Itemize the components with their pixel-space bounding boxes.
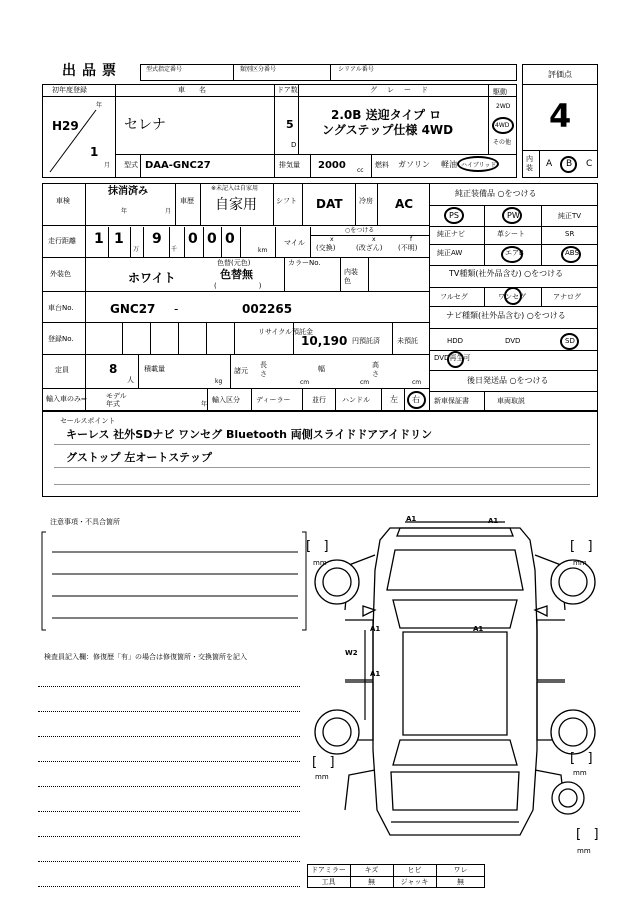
interior-grade-b: B <box>566 159 573 169</box>
color-label: 外装色 <box>50 270 71 278</box>
mileage-digit-5: 0 <box>207 231 217 247</box>
grade-label: グレード <box>370 86 438 94</box>
width-cm: cm <box>360 379 370 386</box>
interior-grade-a: A <box>546 159 553 169</box>
chassis-prefix: GNC27 <box>110 302 156 316</box>
import-type-label: 輸入区分 <box>212 396 240 404</box>
color-value: ホワイト <box>128 271 176 285</box>
equip-pw: PW <box>507 211 520 220</box>
repaint-value: 色替無 <box>220 268 253 281</box>
tools-tool: 工具 <box>321 878 336 886</box>
category-label: 類別区分番号 <box>240 66 277 73</box>
mileage-mile: マイル <box>284 239 305 247</box>
mileage-km: km <box>258 247 268 254</box>
fuel-hybrid: ハイブリッド <box>461 162 497 169</box>
chassis-number: 002265 <box>242 302 293 316</box>
equip-leather: 革シート <box>497 230 525 238</box>
import-dealer: ディーラー <box>256 396 291 404</box>
shift-value: DAT <box>316 197 343 211</box>
recycle-paid: 円預託済 <box>352 337 380 345</box>
fuel-label: 燃料 <box>375 161 389 169</box>
mileage-label: 走行距離 <box>48 237 76 245</box>
bracket-rl: [ ] <box>312 755 335 770</box>
car-name-value: セレナ <box>124 117 166 133</box>
handle-left: 左 <box>390 395 398 404</box>
tv-type-title: TV種類(社外品含む) ○をつける <box>449 269 564 278</box>
mileage-digit-3: 9 <box>152 231 162 247</box>
caution-bracket <box>40 522 310 634</box>
drive-4wd: 4WD <box>495 122 510 129</box>
drive-other: その他 <box>493 139 512 146</box>
type-code-label: 型式指定番号 <box>146 66 183 73</box>
mileage-sen: 千 <box>171 246 178 253</box>
height-cm: cm <box>412 379 422 386</box>
grade-b-circle <box>560 156 577 173</box>
tools-header-crack: ヒビ <box>407 866 422 874</box>
regno-label: 登録No. <box>48 335 74 343</box>
interior-color-label: 内装色 <box>344 268 358 285</box>
inspection-year: 年 <box>121 208 128 215</box>
dims-width: 幅 <box>318 365 325 373</box>
navi-sd-circle <box>560 333 579 350</box>
tools-tool-value: 無 <box>368 878 375 886</box>
car-damage-diagram <box>305 510 605 860</box>
damage-mark-rear-door: A1 <box>370 670 381 678</box>
sheet-title: 出品票 <box>62 63 122 79</box>
bracket-fr: [ ] <box>570 539 593 554</box>
displacement-unit: cc <box>357 167 364 174</box>
chassis-label: 車台No. <box>48 304 74 312</box>
mark-x: x <box>330 236 334 243</box>
inspector-label: 検査員記入欄：修復歴「有」の場合は修復箇所・交換箇所を記入 <box>44 653 247 661</box>
rating-value: 4 <box>549 97 572 135</box>
car-name-label: 車名 <box>178 86 220 94</box>
color-no-label: カラーNo. <box>288 259 321 267</box>
mm-rr: mm <box>573 769 587 777</box>
first-reg-year: H29 <box>52 119 79 133</box>
dims-label: 諸元 <box>234 367 248 375</box>
damage-mark-left-side: W2 <box>345 649 358 657</box>
chassis-dash: - <box>174 302 179 316</box>
model-label: 型式 <box>124 161 138 169</box>
equip-sr: SR <box>565 230 575 238</box>
door-d: D <box>291 141 297 149</box>
equip-abs-circle <box>561 246 581 263</box>
navi-hdd: HDD <box>447 337 464 345</box>
sales-point-label: セールスポイント <box>60 417 116 425</box>
mm-rl: mm <box>315 773 329 781</box>
drive-label: 駆動 <box>493 88 507 96</box>
damage-mark-front-right: A1 <box>488 517 499 525</box>
damage-mark-left-door: A1 <box>370 625 381 633</box>
displacement-label: 排気量 <box>279 161 300 169</box>
equip-airbag: エアB <box>505 249 524 257</box>
navi-sd: SD <box>565 337 575 345</box>
mileage-modified: (改ざん) <box>356 244 383 252</box>
tv-oneseg: ワンセグ <box>498 293 526 301</box>
inspection-month: 月 <box>165 208 172 215</box>
interior-label: 内装 <box>526 155 533 172</box>
capacity-value: 8 <box>109 362 118 376</box>
handle-right: 右 <box>412 395 420 404</box>
caution-label: 注意事項・不具合箇所 <box>50 518 120 526</box>
vehicle-manual: 車両取説 <box>497 397 525 405</box>
mm-spare: mm <box>577 847 591 855</box>
mileage-digit-1: 1 <box>94 231 104 247</box>
model-year-label: モデル年式 <box>106 392 127 408</box>
equipment-title: 純正装備品 ○をつける <box>455 189 537 198</box>
doors-label: ドア数 <box>277 86 298 94</box>
mileage-digit-6: 0 <box>225 231 235 247</box>
handle-right-circle <box>407 391 426 409</box>
fuel-diesel: 軽油 <box>441 160 457 169</box>
dims-length: 長さ <box>260 361 267 378</box>
mileage-unknown: (不明) <box>398 244 418 252</box>
serial-label: シリアル番号 <box>338 66 374 73</box>
bracket-rr: [ ] <box>570 751 593 766</box>
mm-fr: mm <box>573 559 587 567</box>
model-year-suffix: 年 <box>201 401 208 408</box>
sales-point-line-2: グストップ 左オートステップ <box>66 451 213 464</box>
equip-ps: PS <box>449 211 459 220</box>
navi-type-title: ナビ種類(社外品含む) ○をつける <box>446 311 566 320</box>
equip-ps-circle <box>444 207 464 224</box>
recycle-value: 10,190 <box>301 334 348 348</box>
rating-label: 評価点 <box>548 70 572 79</box>
year-suffix: 年 <box>96 102 103 109</box>
damage-mark-roof: A1 <box>473 625 484 633</box>
equip-abs: ABS <box>565 249 579 257</box>
length-cm: cm <box>300 379 310 386</box>
mileage-exchange: (交換) <box>316 244 336 252</box>
shift-label: シフト <box>276 197 297 205</box>
mileage-digit-4: 0 <box>188 231 198 247</box>
mileage-circle-note: ○をつける <box>345 227 375 234</box>
damage-mark-front-left: A1 <box>406 515 417 523</box>
doors-value: 5 <box>286 118 294 131</box>
load-label: 積載量 <box>144 365 165 373</box>
tools-jack: ジャッキ <box>400 878 429 886</box>
recycle-unpaid: 未預託 <box>397 337 418 345</box>
fuel-hybrid-circle <box>457 156 499 172</box>
bracket-fl: [ ] <box>306 539 329 554</box>
sales-point-line-1: キーレス 社外SDナビ ワンセグ Bluetooth 両側スライドドアアイドリン <box>66 428 433 441</box>
dvd-play: DVD再生可 <box>434 354 471 362</box>
bracket-spare: [ ] <box>576 827 599 842</box>
mark-x-2: x <box>372 236 376 243</box>
inspection-label: 車検 <box>56 197 70 205</box>
dims-height: 高さ <box>372 361 379 378</box>
first-reg-label: 初年度登録 <box>52 86 87 94</box>
tv-analog: アナログ <box>553 293 581 301</box>
tv-fullseg: フルセグ <box>440 293 468 301</box>
history-value: 自家用 <box>215 197 257 213</box>
handle-label: ハンドル <box>342 396 370 404</box>
equip-airbag-circle <box>501 246 523 263</box>
mileage-man: 万 <box>133 246 140 253</box>
month-suffix: 月 <box>104 162 111 169</box>
tools-header-mirror: ドアミラー <box>311 866 346 874</box>
repaint-original: ( ) <box>214 282 262 290</box>
fuel-gasoline: ガソリン <box>398 160 430 169</box>
tools-jack-value: 無 <box>457 878 464 886</box>
equip-pw-circle <box>502 207 522 224</box>
mm-fl: mm <box>313 559 327 567</box>
displacement-value: 2000 <box>318 160 346 171</box>
model-value: DAA-GNC27 <box>145 160 211 171</box>
capacity-label: 定員 <box>55 366 69 374</box>
grade-line-2: ングステップ仕様 4WD <box>322 123 454 137</box>
capacity-unit: 人 <box>127 376 134 384</box>
ac-label: 冷房 <box>359 197 373 205</box>
equip-navi: 純正ナビ <box>437 230 465 238</box>
ac-value: AC <box>395 197 414 211</box>
first-reg-month: 1 <box>90 145 99 159</box>
drive-2wd: 2WD <box>496 103 511 110</box>
header-codes-box <box>140 64 517 81</box>
tools-header-break: ワレ <box>453 866 468 874</box>
repaint-label: 色替(元色) <box>217 259 251 267</box>
equip-tv: 純正TV <box>558 212 582 220</box>
import-parallel: 並行 <box>312 396 326 404</box>
new-warranty: 新車保証書 <box>434 397 469 405</box>
drive-4wd-circle <box>492 117 514 134</box>
mileage-digit-2: 1 <box>114 231 124 247</box>
import-label: 輸入車のみ⇒ <box>46 395 87 403</box>
later-ship-title: 後日発送品 ○をつける <box>467 376 549 385</box>
grade-line-1: 2.0B 送迎タイプ ロ <box>331 108 442 122</box>
tools-header-scratch: キズ <box>364 866 379 874</box>
history-label: 車歴 <box>180 197 194 205</box>
tv-oneseg-circle <box>504 287 522 305</box>
load-kg: kg <box>215 378 223 385</box>
navi-dvd: DVD <box>505 337 521 345</box>
equip-aw: 純正AW <box>437 249 463 257</box>
history-note: ※未記入は自家用 <box>211 185 259 192</box>
recycle-label: リサイクル預託金 <box>258 328 314 336</box>
mark-f: f <box>410 236 413 243</box>
inspection-value: 抹消済み <box>108 186 148 197</box>
interior-grade-c: C <box>586 159 593 169</box>
dvd-play-circle <box>447 351 464 368</box>
